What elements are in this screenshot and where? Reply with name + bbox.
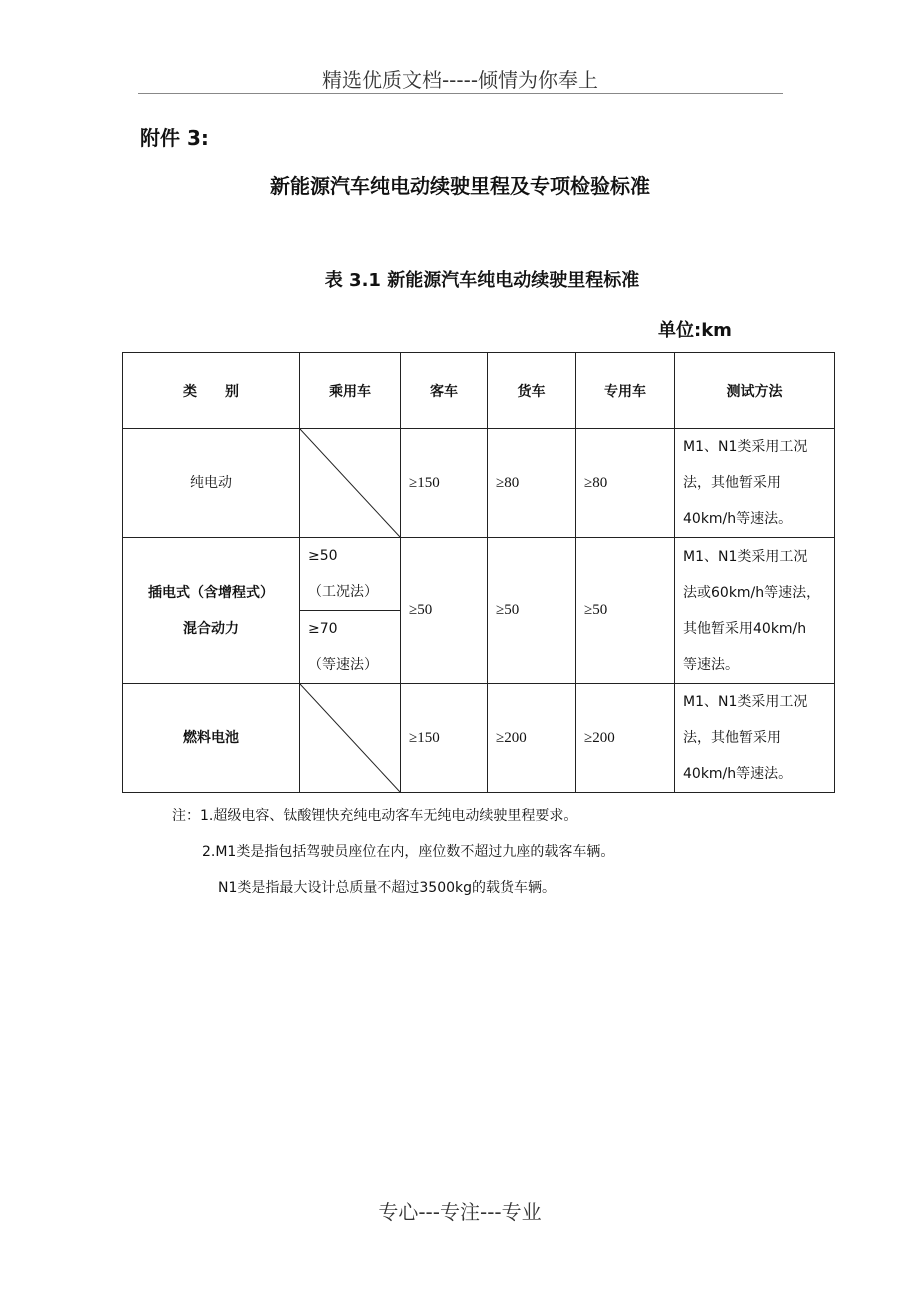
special-value: ≥80 bbox=[576, 429, 675, 538]
method-line: M1、N1类采用工况 bbox=[683, 694, 808, 710]
method-line: 等速法。 bbox=[683, 656, 739, 673]
special-value: ≥50 bbox=[576, 538, 675, 684]
method-line: 40km/h等速法。 bbox=[683, 766, 793, 782]
method-line: M1、N1类采用工况 bbox=[683, 439, 808, 455]
passenger-sub-condition bbox=[300, 611, 401, 684]
method-line: M1、N1类采用工况 bbox=[683, 548, 808, 565]
range-standard-table bbox=[122, 352, 835, 793]
category-fuel-cell: 燃料电池 bbox=[123, 684, 300, 793]
special-value: ≥200 bbox=[576, 684, 675, 793]
test-method bbox=[675, 429, 835, 538]
passenger-not-applicable bbox=[300, 684, 401, 793]
category-pure-electric: 纯电动 bbox=[123, 429, 300, 538]
note-line: N1类是指最大设计总质量不超过3500kg的载货车辆。 bbox=[218, 880, 557, 896]
table-row bbox=[123, 538, 835, 611]
passenger-sub-method: （工况法） bbox=[308, 584, 378, 600]
attachment-label: 附件 3: bbox=[140, 126, 209, 150]
header-divider bbox=[138, 93, 783, 94]
page-footer: 专心---专注---专业 bbox=[378, 1200, 542, 1224]
note-line: 2.M1类是指包括驾驶员座位在内，座位数不超过九座的载客车辆。 bbox=[202, 844, 615, 860]
truck-value: ≥80 bbox=[488, 429, 576, 538]
table-header-row bbox=[123, 353, 835, 429]
document-title: 新能源汽车纯电动续驶里程及专项检验标准 bbox=[270, 174, 650, 198]
header-truck: 货车 bbox=[488, 353, 576, 429]
method-line: 法，其他暂采用 bbox=[683, 475, 781, 491]
test-method bbox=[675, 538, 835, 684]
passenger-not-applicable bbox=[300, 429, 401, 538]
unit-label: 单位:km bbox=[658, 320, 732, 341]
header-passenger: 乘用车 bbox=[300, 353, 401, 429]
bus-value: ≥150 bbox=[401, 429, 488, 538]
method-line: 法或60km/h等速法， bbox=[683, 584, 821, 601]
passenger-sub-value: ≥50 bbox=[308, 548, 338, 564]
page-header: 精选优质文档-----倾情为你奉上 bbox=[321, 68, 599, 92]
method-line: 法，其他暂采用 bbox=[683, 730, 781, 746]
header-special: 专用车 bbox=[576, 353, 675, 429]
test-method bbox=[675, 684, 835, 793]
category-plugin-hybrid bbox=[123, 538, 300, 684]
table-row bbox=[123, 684, 835, 793]
header-category: 类 别 bbox=[123, 353, 300, 429]
truck-value: ≥200 bbox=[488, 684, 576, 793]
note-line: 注：1.超级电容、钛酸锂快充纯电动客车无纯电动续驶里程要求。 bbox=[172, 808, 578, 824]
header-bus: 客车 bbox=[401, 353, 488, 429]
table-notes bbox=[172, 798, 614, 906]
category-line: 插电式（含增程式） bbox=[148, 584, 274, 601]
truck-value: ≥50 bbox=[488, 538, 576, 684]
diagonal-slash bbox=[300, 684, 400, 792]
bus-value: ≥150 bbox=[401, 684, 488, 793]
table-row bbox=[123, 429, 835, 538]
bus-value: ≥50 bbox=[401, 538, 488, 684]
table-title: 表 3.1 新能源汽车纯电动续驶里程标准 bbox=[324, 270, 640, 291]
method-line: 其他暂采用40km/h bbox=[683, 620, 807, 637]
diagonal-slash bbox=[300, 429, 400, 537]
passenger-sub-value: ≥70 bbox=[308, 621, 338, 637]
passenger-sub-method: （等速法） bbox=[308, 657, 378, 673]
passenger-sub-condition bbox=[300, 538, 401, 611]
category-line: 混合动力 bbox=[183, 620, 239, 637]
header-test-method: 测试方法 bbox=[675, 353, 835, 429]
method-line: 40km/h等速法。 bbox=[683, 511, 793, 527]
